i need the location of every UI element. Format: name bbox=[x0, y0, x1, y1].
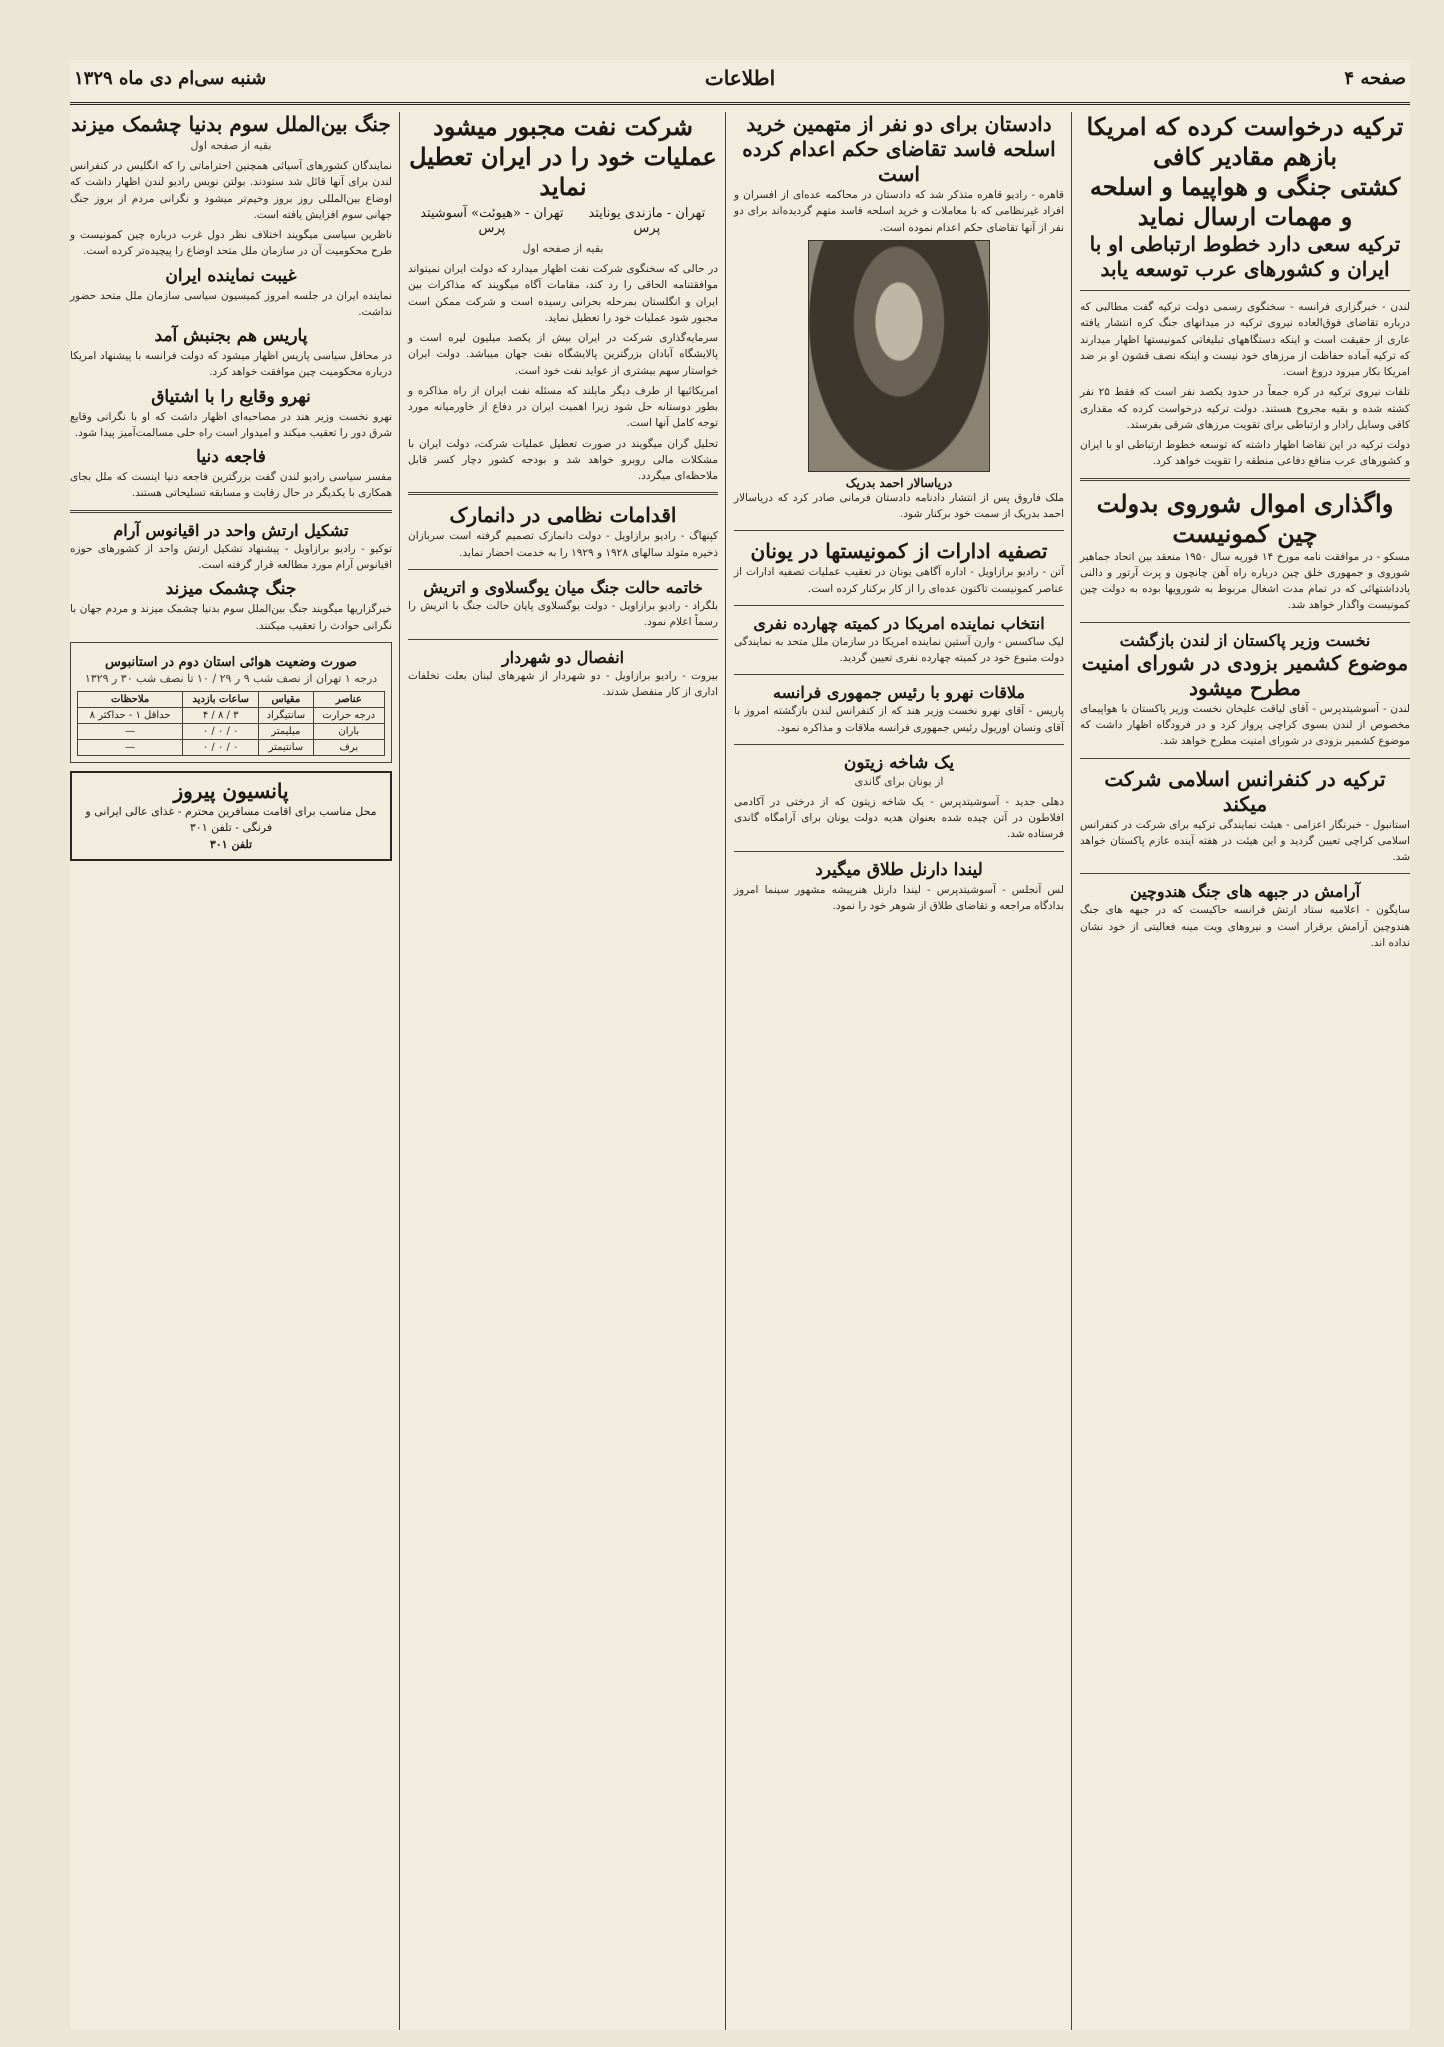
running-head bbox=[70, 60, 1410, 105]
issue-date: شنبه سی‌ام دی ماه ۱۳۲۹ bbox=[74, 68, 267, 89]
headline-war-winks: جنگ چشمک میزند bbox=[165, 579, 297, 600]
story-iran-absence: نماینده ایران در جلسه امروز کمیسیون سیاسی سازمان ملل متحد حضور نداشت. bbox=[70, 289, 392, 318]
story-denmark: کپنهاگ - رادیو برازاویل - دولت دانمارک تصمیم گرفته است سربازان ذخیره متولد سالهای ۱۹۲۸ و ۱۹۲۹ را به خدمت احضار نماید. bbox=[408, 530, 718, 559]
photo-caption: دریاسالار احمد بدریک bbox=[845, 475, 953, 490]
weather-header: ساعات بازدید bbox=[183, 691, 259, 707]
headline-indochina: آرامش در جبهه های جنگ هندوچین bbox=[1129, 882, 1361, 902]
headline-mayors: انفصال دو شهردار bbox=[501, 647, 625, 667]
ad-contact: تلفن ۳۰۱ bbox=[209, 837, 253, 851]
story-indochina: سایگون - اعلامیه ستاد ارتش فرانسه حاکیست که در جبهه های جنگ هندوچین آرامش برقرار است و نیروهای ویت مینه فعالیتی از خود نشان نداده اند. bbox=[1080, 904, 1410, 949]
headline-nehru: نهرو وقایع را با اشتیاق bbox=[151, 386, 311, 407]
headline-turkey-request-2: کشتی جنگی و هواپیما و اسلحه و مهمات ارسال نماید bbox=[1089, 172, 1401, 231]
ad-title: پانسیون پیروز bbox=[173, 778, 289, 803]
story-prosecutor-2: ملک فاروق پس از انتشار دادنامه دادستان فرمانی صادر کرد که دریاسالار احمد بدریک از سمت خود برکنار شود. bbox=[734, 491, 1064, 521]
headline-darnell: لیندا دارنل طلاق میگیرد bbox=[815, 859, 983, 880]
headline-greece-purge: تصفیه ادارات از کمونیستها در یونان bbox=[750, 539, 1048, 564]
headline-turkey-request: ترکیه درخواست کرده که امریکا بازهم مقادیر کافی bbox=[1086, 112, 1404, 171]
headline-us-delegate: انتخاب نماینده امریکا در کمیته چهارده نفری bbox=[753, 613, 1045, 633]
pension-ad bbox=[70, 771, 392, 862]
table-row: باران میلیمتر ۰ / ۰ / ۰ — bbox=[78, 723, 385, 739]
story-soviet-assets: مسکو - در موافقت نامه مورخ ۱۴ فوریه سال ۱۹۵۰ منعقد بین اتحاد جماهیر شوروی و جمهوری خلق چین درباره راه آهن چانچون و پرت آرتور و دالنی پادداشتهائی که در تمام مدت اشغال مربوط به شورویها بوده به دولت چین کمونیست واگذار خواهد شد. bbox=[1080, 550, 1410, 612]
story-greece-purge: آتن - رادیو برازاویل - اداره آگاهی یونان در تعقیب عملیات تصفیه ادارات از عناصر کمونیست تاکنون عده‌ای را از کار برکنار کرده است. bbox=[734, 566, 1064, 595]
headline-pakistan-pm: نخست وزیر پاکستان از لندن بازگشت bbox=[1119, 630, 1371, 650]
story-war-winks: خبرگزاریها میگویند جنگ بین‌الملل سوم بدنیا چشمک میزند و مردم جهان با نگرانی حوادث را تعقیب میکنند. bbox=[70, 603, 392, 632]
continued-note-2: بقیه از صفحه اول bbox=[190, 139, 272, 152]
weather-header: مقیاس bbox=[259, 691, 313, 707]
byline-ap: تهران - «هیوئت» آسوشیتد پرس bbox=[420, 206, 564, 236]
column-4 bbox=[70, 112, 392, 861]
story-kashmir: لندن - آسوشیتدپرس - آقای لیاقت علیخان نخست وزیر پاکستان با هواپیمای مخصوص از لندن بسوی کراچی پرواز کرد و در فرودگاه اظهار داشت که موضوع کشمیر بزودی در شورای امنیت مطرح خواهد شد. bbox=[1080, 702, 1410, 748]
weather-subtitle: درجه ۱ تهران از نصف شب ۹ ر ۲۹ / ۱۰ تا نصف شب ۳۰ ر ۱۳۲۹ bbox=[84, 671, 378, 685]
headline-ww3: جنگ بین‌الملل سوم بدنیا چشمک میزند bbox=[71, 112, 391, 136]
headline-oil-company: شرکت نفت مجبور میشود عملیات خود را در ایران تعطیل نماید bbox=[409, 112, 717, 201]
portrait-photo bbox=[808, 240, 990, 472]
headline-nehru-france: ملاقات نهرو با رئیس جمهوری فرانسه bbox=[773, 683, 1025, 703]
page-number: صفحه ۴ bbox=[1344, 68, 1406, 89]
headline-tragedy: فاجعه دنیا bbox=[196, 447, 266, 468]
weather-header: ملاحظات bbox=[78, 691, 183, 707]
story-paris: در محافل سیاسی پاریس اظهار میشود که دولت فرانسه با پیشنهاد امریکا درباره محکومیت چین موافقت خواهد کرد. bbox=[70, 350, 392, 379]
story-islamic-conference: استانبول - خبرنگار اعزامی - هیئت نمایندگی ترکیه برای شرکت در کنفرانس اسلامی کراچی تعیین گردید و این هیئت در هفته آینده عازم پاکستان خواهد شد. bbox=[1080, 818, 1410, 864]
headline-turkey-sub: ترکیه سعی دارد خطوط ارتباطی او با ایران و کشورهای عرب توسعه یابد bbox=[1089, 232, 1401, 281]
newspaper-page bbox=[70, 60, 1410, 2030]
story-us-delegate: لیک ساکسس - وارن آستین نماینده امریکا در سازمان ملل متحد به نمایندگی دولت متبوع خود در کمیته چهارده نفری تعیین گردید. bbox=[734, 635, 1064, 665]
headline-olive-branch: یک شاخه زیتون bbox=[843, 752, 955, 773]
headline-islamic-conference: ترکیه در کنفرانس اسلامی شرکت میکند bbox=[1104, 766, 1386, 816]
story-tragedy: مفسر سیاسی رادیو لندن گفت بزرگترین فاجعه دنیا اینست که ملل بجای همکاری با یکدیگر در حال رقابت و مسابقه تسلیحاتی هستند. bbox=[70, 471, 392, 500]
weather-table bbox=[77, 691, 385, 756]
story-oil-company: در حالی که سخنگوی شرکت نفت اظهار میدارد که دولت ایران نمیتواند موافقتنامه الحاقی را رد کند، مقامات آگاه میگویند که مذاکرات بین ایران و انگلستان بمرحله بحرانی رسیده است و شرکت ممکن است مجبور شود عملیات خود را تعطیل نماید. سرمایه‌گذاری شرکت در ایران بیش از یکصد میلیون لیره است و پالایشگاه آبادان بزرگترین پالایشگاه نفت جهان میباشد. دولت ایران خواستار سهم بیشتری از عواید نفت خود است. امریکائیها از طرف دیگر مایلند که مسئله نفت ایران از راه مذاکره و بطور دوستانه حل شود زیرا اهمیت ایران در دفاع از خاورمیانه مورد توجه کامل آنها است. تحلیل گران میگویند در صورت تعطیل عملیات شرکت، دولت ایران با مشکلات مالی روبرو خواهد شد و بودجه کشور دچار کسر قابل ملاحظه‌ای میگردد. bbox=[408, 263, 718, 483]
story-turkey: لندن - خبرگزاری فرانسه - سخنگوی رسمی دولت ترکیه گفت مطالبی که درباره تقاضای فوق‌العاده نیروی ترکیه در میدانهای جنگ کره انتشار یافته عاری از حقیقت است و اینکه دستگاههای تبلیغاتی کمونیستها اظهار میدارند که ترکیه آماده حفاظت از مرزهای خود نیست و اینکه نصف قشون او بر ضد امریکا بکار میرود دروغ است. تلفات نیروی ترکیه در کره جمعاً در حدود یکصد نفر است که فقط ۲۵ نفر کشته شده و بقیه مجروح هستند. دولت ترکیه درخواست کرده که مقداری کافی وسایل رادار و ارتباطی برای تقویت مرزهای شرقی بفرستد. دولت ترکیه در این تقاضا اظهار داشته که توسعه خطوط ارتباطی او با ایران و کشورهای عرب منافع دفاعی منطقه را تقویت خواهد کرد. bbox=[1080, 301, 1411, 468]
continued-note: بقیه از صفحه اول bbox=[522, 242, 604, 255]
headline-pacific-army: تشکیل ارتش واحد در اقیانوس آرام bbox=[113, 520, 349, 540]
table-row: درجه حرارت سانتیگراد ۳ / ۸ / ۴ حداقل ۱ - حداکثر ۸ bbox=[78, 707, 385, 723]
headline-iran-absence: غیبت نماینده ایران bbox=[165, 265, 297, 286]
story-mayors: بیروت - رادیو برازاویل - دو شهردار از شهرهای لبنان بعلت تخلفات اداری از کار منفصل شدند. bbox=[408, 669, 718, 698]
headline-prosecutor: دادستان برای دو نفر از متهمین خرید اسلحه فاسد تقاضای حکم اعدام کرده است bbox=[742, 112, 1056, 186]
byline-up: تهران - مازندی یونایتد پرس bbox=[588, 206, 706, 236]
story-darnell: لس آنجلس - آسوشیتدپرس - لیندا دارنل هنرپیشه مشهور سینما امروز بدادگاه مراجعه و تقاضای طلاق از شوهر خود را نمود. bbox=[734, 883, 1064, 912]
ad-body: محل مناسب برای اقامت مسافرین محترم - غذای عالی ایرانی و فرنگی - تلفن ۳۰۱ bbox=[85, 804, 377, 835]
story-yugoslavia-austria: بلگراد - رادیو برازاویل - دولت یوگسلاوی پایان حالت جنگ با اتریش را رسماً اعلام نمود. bbox=[408, 599, 718, 629]
story-prosecutor: قاهره - رادیو قاهره متذکر شد که دادستان در محاکمه عده‌ای از افسران و افراد غیرنظامی که با معاملات و خرید اسلحه فاسد متهم گردیده‌اند برای دو نفر از آنها تقاضای حکم اعدام نموده است. bbox=[734, 189, 1064, 234]
story-nehru-france: پاریس - آقای نهرو نخست وزیر هند که از کنفرانس لندن بازگشته امروز با آقای ونسان اوریول رئیس جمهوری فرانسه ملاقات و مذاکره نمود. bbox=[734, 705, 1064, 734]
subhead-olive-branch: از یونان برای گاندی bbox=[854, 774, 944, 788]
column-2 bbox=[734, 112, 1064, 918]
story-olive-branch: دهلی جدید - آسوشیتدپرس - یک شاخه زیتون که از درختی در آکادمی افلاطون در آتن چیده شده بعنوان هدیه دولت یونان برای آرامگاه گاندی فرستاده شد. bbox=[734, 795, 1064, 841]
story-pacific-army: توکیو - رادیو برازاویل - پیشنهاد تشکیل ارتش واحد از کشورهای حوزه اقیانوس آرام مورد مطالعه قرار گرفته است. bbox=[70, 542, 392, 571]
column-3 bbox=[408, 112, 718, 704]
headline-paris: پاریس هم بجنبش آمد bbox=[154, 326, 308, 347]
headline-denmark: اقدامات نظامی در دانمارک bbox=[449, 503, 677, 528]
story-nehru: نهرو نخست وزیر هند در مصاحبه‌ای اظهار داشت که او با نگرانی وقایع شرق دور را تعقیب میکند و امیدوار است راه حلی مسالمت‌آمیز پیدا شود. bbox=[70, 410, 392, 439]
weather-header: عناصر bbox=[313, 691, 384, 707]
story-ww3: نمایندگان کشورهای آسیائی همچنین احتراماتی را که انگلیس در کنفرانس لندن برای آنها قائل شد ستودند. بولتن نویس رادیو لندن اظهار داشت که اوضاع بین‌المللی روز بروز وخیم‌تر میشود و نگرانی مردم از بروز جنگ جهانی سوم افزایش یافته است. ناظرین سیاسی میگویند اختلاف نظر دول غرب درباره چین کمونیست و طرح محکومیت آن در سازمان ملل متحد اوضاع را پیچیده‌تر کرده است. bbox=[70, 160, 392, 258]
headline-soviet-assets: واگذاری اموال شوروی بدولت چین کمونیست bbox=[1096, 488, 1394, 548]
newspaper-name: اطلاعات bbox=[704, 66, 776, 90]
column-1 bbox=[1080, 112, 1410, 955]
headline-kashmir: موضوع کشمیر بزودی در شورای امنیت مطرح میشود bbox=[1081, 650, 1409, 700]
table-row: برف سانتیمتر ۰ / ۰ / ۰ — bbox=[78, 739, 385, 755]
weather-title: صورت وضعیت هوائی استان دوم در استانبوس bbox=[105, 654, 357, 670]
headline-yugoslavia-austria: خاتمه حالت جنگ میان یوگسلاوی و اتریش bbox=[423, 577, 703, 597]
weather-box bbox=[70, 642, 392, 763]
